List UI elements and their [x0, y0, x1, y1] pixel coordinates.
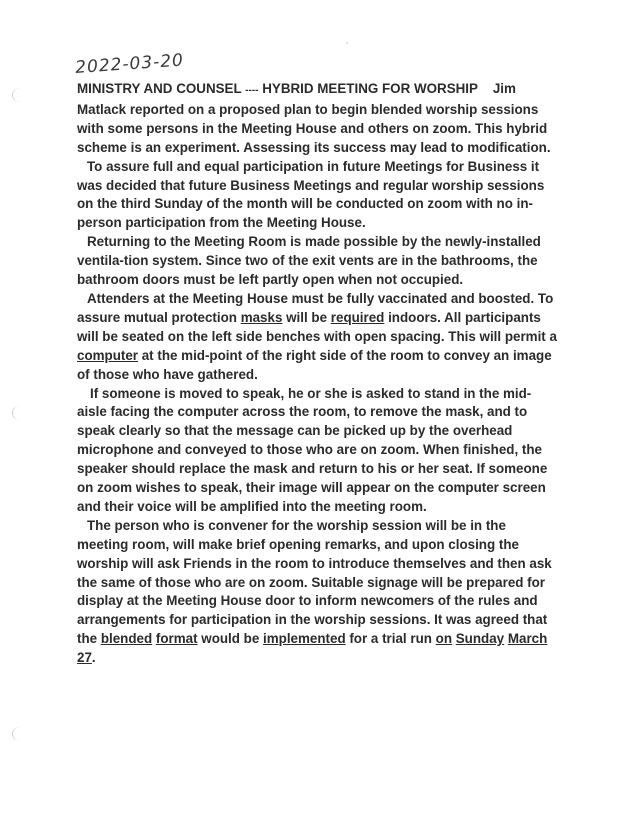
underlined-implemented: implemented [263, 631, 346, 647]
section-subtitle: HYBRID MEETING FOR WORSHIP [262, 81, 478, 96]
paragraph-5: If someone is moved to speak, he or she is asked to stand in the mid-aisle facing the computer across the room, to remove the mask, and to speak clearly so that the message can be picked up by the overhead microphone and conveyed to those who are on zoom. When finished, the speaker should replace the mask and return to his or her seat. If someone on zoom wishes to speak, their image will appear on the computer screen and their voice will be amplified into the meeting room. [77, 385, 548, 514]
section-title: MINISTRY AND COUNSEL [77, 81, 242, 96]
scan-speck [346, 42, 348, 44]
p6-text-b: would be [197, 631, 264, 647]
punch-hole-mark-bottom [12, 727, 27, 741]
paragraph-6 [77, 517, 557, 668]
underlined-27: 27 [77, 650, 92, 666]
p6-text-a: The person who is convener for the worship session will be in the meeting room, will make brief opening remarks, and upon closing the worship will ask Friends in the room to introduce themselves and then ask the same of those who are on zoom. Suitable signage will be prepared for display at the Meeting House door to inform newcomers of the rules and arrangements for participation in the worship sessions. It was agreed that the [77, 517, 552, 647]
paragraph-4 [77, 290, 557, 385]
title-separator: ---- [245, 85, 259, 96]
paragraph-1 [77, 80, 557, 158]
minutes-document [77, 80, 557, 668]
underlined-format: format [155, 631, 198, 647]
punch-hole-mark-top [12, 88, 27, 102]
underlined-computer: computer [77, 347, 139, 363]
p4-text-d: at the mid-point of the right side of the room to convey an image of those who have gathered. [77, 347, 552, 382]
p6-text-d: . [91, 650, 96, 666]
handwritten-date: 2022-03-20 [74, 50, 185, 78]
paragraph-3: Returning to the Meeting Room is made possible by the newly-installed ventila-tion system. Since two of the exit vents are in the bathrooms, the bathroom doors must be left partly open when not occupied. [77, 234, 541, 288]
paragraph-1-text: Jim Matlack reported on a proposed plan to begin blended worship sessions with some persons in the Meeting House and others on zoom. This hybrid scheme is an experiment. Assessing its success may lead to modification. [77, 81, 551, 155]
underlined-blended: blended [100, 631, 153, 647]
underlined-masks: masks [240, 309, 283, 325]
underlined-march: March [507, 631, 548, 647]
underlined-required: required [330, 309, 385, 325]
p4-text-b: will be [282, 309, 331, 325]
paragraph-2: To assure full and equal participation in future Meetings for Business it was decided that future Business Meetings and regular worship sessions on the third Sunday of the month will be conducted on zoom with no in-person participation from the Meeting House. [77, 158, 545, 231]
underlined-on: on [435, 631, 453, 647]
p6-text-c: for a trial run [345, 631, 436, 647]
punch-hole-mark-middle [12, 406, 27, 420]
p4-text-c: indoors. All participants will be seated on the left side benches with open spacing. This will permit a [77, 309, 557, 344]
underlined-sunday: Sunday [455, 631, 505, 647]
p4-text-a: Attenders at the Meeting House must be fully vaccinated and boosted. To assure mutual protection [77, 290, 554, 325]
